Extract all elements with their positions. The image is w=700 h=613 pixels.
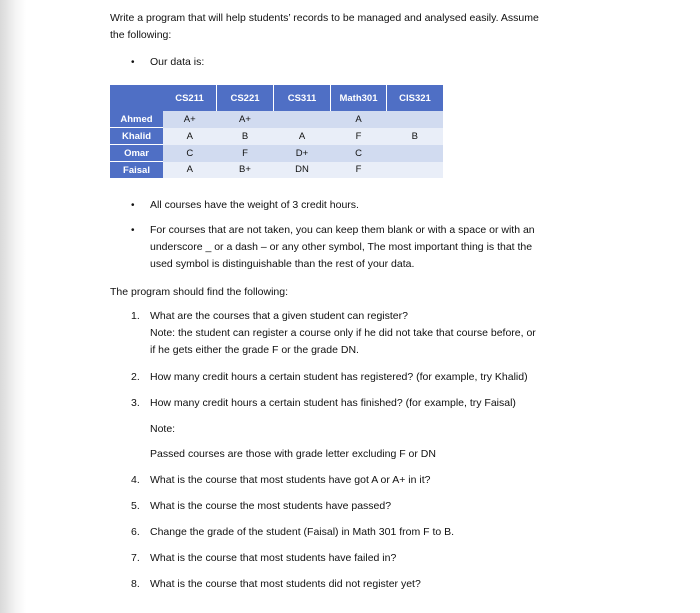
bullet-dot: • [131, 225, 135, 236]
column-header: CS221 [217, 85, 274, 111]
data-label: Our data is: [150, 56, 205, 68]
table-cell: A [163, 162, 217, 179]
item-number: 2. [131, 371, 140, 383]
item-1-line-3: if he gets either the grade F or the grade DN. [150, 344, 359, 356]
blank-courses-note-line-2: underscore _ or a dash – or any other symbol, The most important thing is that the [150, 241, 533, 253]
note-label: Note: [150, 423, 176, 435]
table-cell: B [217, 128, 274, 145]
item-number: 6. [131, 526, 140, 538]
item-1-line-1: What are the courses that a given student can register? [150, 310, 408, 322]
table-cell: F [331, 162, 387, 179]
item-number: 5. [131, 500, 140, 512]
item-6: Change the grade of the student (Faisal) in Math 301 from F to B. [150, 526, 455, 538]
table-cell [387, 162, 444, 179]
item-number: 3. [131, 397, 140, 409]
table-row [110, 111, 443, 128]
table-cell: A [274, 128, 331, 145]
table-row [110, 128, 443, 145]
item-1-line-2: Note: the student can register a course only if he did not take that course before, or [150, 327, 536, 339]
blank-courses-note-line-3: used symbol is distinguishable than the rest of your data. [150, 258, 415, 270]
intro-line-1: Write a program that will help students’ records to be managed and analysed easily. Assume [110, 12, 539, 24]
table-cell: C [163, 145, 217, 162]
column-header: Math301 [331, 85, 387, 111]
table-cell [387, 145, 444, 162]
column-header: CS211 [163, 85, 217, 111]
row-header: Ahmed [110, 111, 163, 128]
table-header-row [110, 85, 443, 111]
table-cell [274, 111, 331, 128]
page-edge-shadow [0, 0, 26, 613]
row-header: Faisal [110, 162, 163, 179]
table-cell: A [163, 128, 217, 145]
bullet-dot: • [131, 57, 135, 68]
table-cell: A+ [217, 111, 274, 128]
table-cell: B [387, 128, 444, 145]
item-7: What is the course that most students have failed in? [150, 552, 397, 564]
item-4: What is the course that most students have got A or A+ in it? [150, 474, 431, 486]
item-8: What is the course that most students did not register yet? [150, 578, 421, 590]
item-2: How many credit hours a certain student has registered? (for example, try Khalid) [150, 371, 528, 383]
grades-table [110, 85, 443, 178]
table-cell: A [331, 111, 387, 128]
item-number: 7. [131, 552, 140, 564]
table-row [110, 145, 443, 162]
item-number: 8. [131, 578, 140, 590]
item-number: 4. [131, 474, 140, 486]
table-cell [387, 111, 444, 128]
item-3: How many credit hours a certain student has finished? (for example, try Faisal) [150, 397, 516, 409]
item-number: 1. [131, 310, 140, 322]
table-cell: F [331, 128, 387, 145]
row-header: Khalid [110, 128, 163, 145]
blank-courses-note-line-1: For courses that are not taken, you can keep them blank or with a space or with an [150, 224, 535, 236]
intro-line-2: the following: [110, 29, 172, 41]
table-cell: D+ [274, 145, 331, 162]
table-cell: A+ [163, 111, 217, 128]
note-text: Passed courses are those with grade letter excluding F or DN [150, 448, 436, 460]
bullet-dot: • [131, 200, 135, 211]
table-cell: C [331, 145, 387, 162]
program-heading: The program should find the following: [110, 286, 289, 298]
item-5: What is the course the most students have passed? [150, 500, 392, 512]
row-header: Omar [110, 145, 163, 162]
column-header: CS311 [274, 85, 331, 111]
table-corner-cell [110, 85, 163, 111]
table-cell: DN [274, 162, 331, 179]
table-cell: F [217, 145, 274, 162]
table-row [110, 162, 443, 179]
credit-hours-note: All courses have the weight of 3 credit hours. [150, 199, 359, 211]
table-cell: B+ [217, 162, 274, 179]
column-header: CIS321 [387, 85, 444, 111]
